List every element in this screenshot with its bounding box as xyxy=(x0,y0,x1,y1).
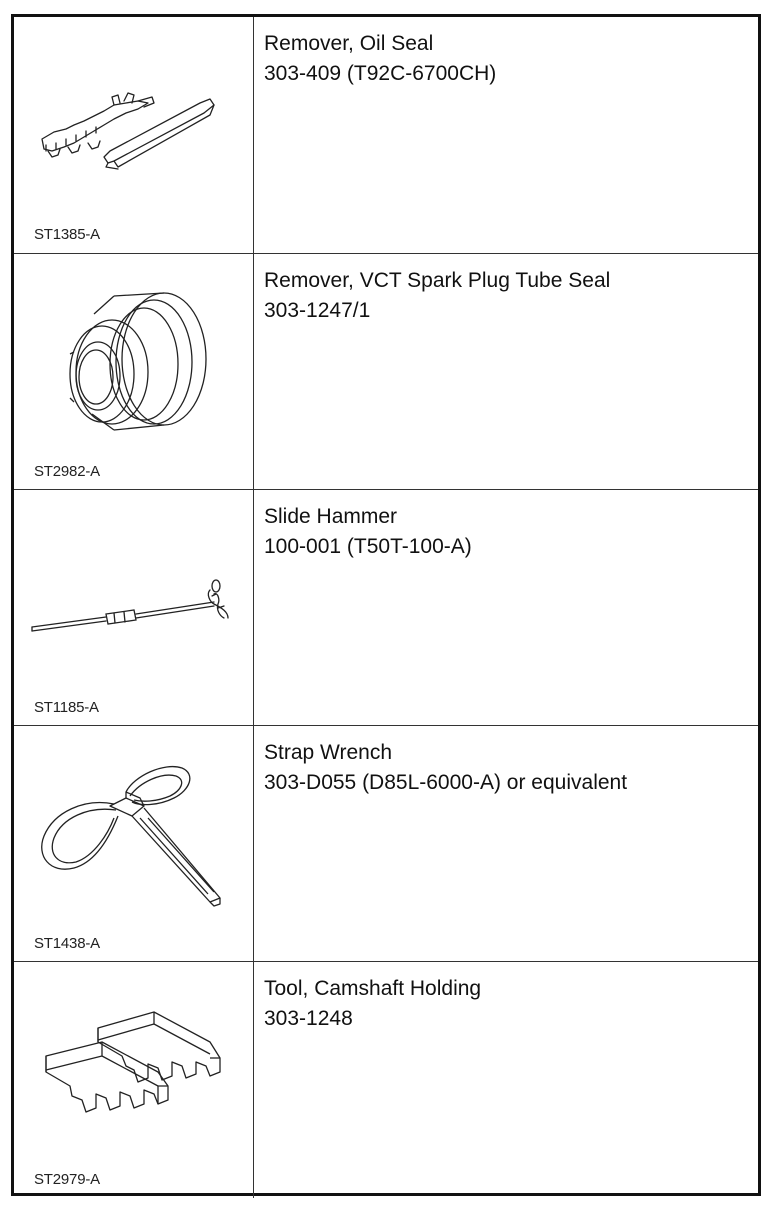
table-row xyxy=(14,489,758,726)
table-row xyxy=(14,253,758,490)
slide-hammer-icon xyxy=(14,490,254,726)
tool-image-cell xyxy=(14,962,254,1198)
special-tools-table xyxy=(11,14,761,1196)
illustration-ref-code: ST1185-A xyxy=(34,699,99,716)
tool-description-cell xyxy=(254,490,758,726)
illustration-ref-code: ST1438-A xyxy=(34,935,100,952)
tool-part-number: 100-001 (T50T-100-A) xyxy=(264,535,472,558)
spark-plug-tube-seal-remover-icon xyxy=(14,254,254,490)
tool-name: Slide Hammer xyxy=(264,505,398,528)
tool-description-cell xyxy=(254,962,758,1198)
tool-name: Strap Wrench xyxy=(264,741,392,764)
tool-part-number: 303-1248 xyxy=(264,1007,353,1030)
oil-seal-remover-icon xyxy=(14,17,254,253)
tool-image-cell xyxy=(14,254,254,490)
tool-description-cell xyxy=(254,726,758,962)
table-row xyxy=(14,725,758,962)
illustration-ref-code: ST2982-A xyxy=(34,463,100,480)
table-row xyxy=(14,961,758,1198)
tool-image-cell xyxy=(14,17,254,253)
illustration-ref-code: ST2979-A xyxy=(34,1171,100,1188)
tool-name: Tool, Camshaft Holding xyxy=(264,977,482,1000)
tool-image-cell xyxy=(14,726,254,962)
tool-name: Remover, VCT Spark Plug Tube Seal xyxy=(264,269,611,292)
tool-description-cell xyxy=(254,254,758,490)
tool-part-number: 303-409 (T92C-6700CH) xyxy=(264,62,497,85)
tool-description-cell xyxy=(254,17,758,253)
illustration-ref-code: ST1385-A xyxy=(34,226,100,243)
table-row xyxy=(14,17,758,253)
strap-wrench-icon xyxy=(14,726,254,962)
tool-name: Remover, Oil Seal xyxy=(264,32,434,55)
tool-part-number: 303-1247/1 xyxy=(264,299,371,322)
tool-part-number: 303-D055 (D85L-6000-A) or equivalent xyxy=(264,771,628,794)
camshaft-holding-tool-icon xyxy=(14,962,254,1198)
tool-image-cell xyxy=(14,490,254,726)
